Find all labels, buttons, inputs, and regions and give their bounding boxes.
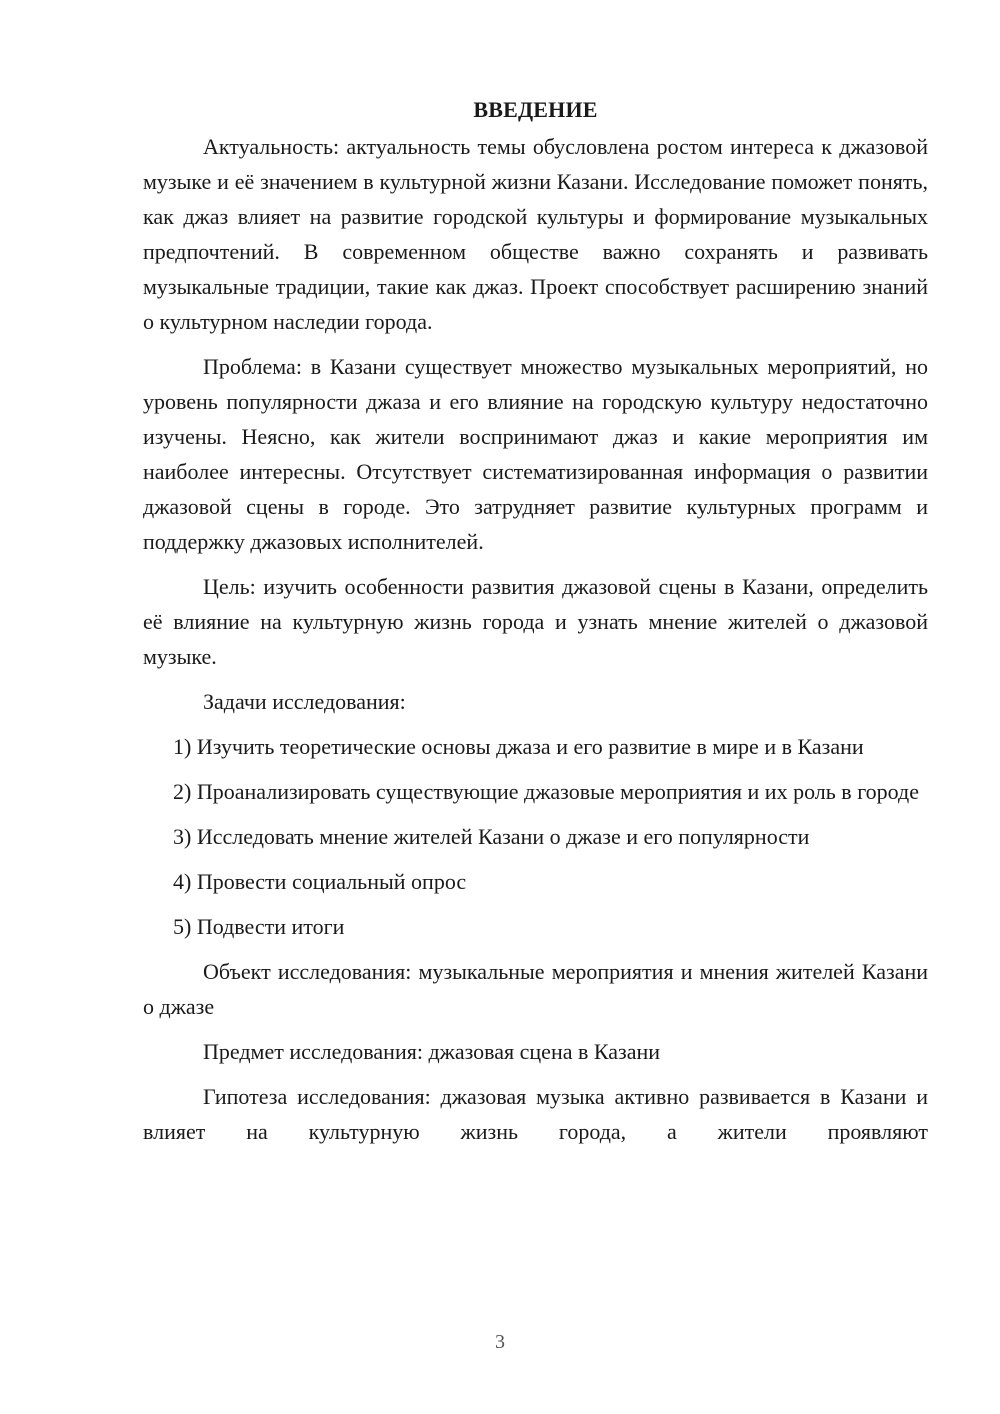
task-item-5: 5) Подвести итоги [173, 914, 345, 939]
task-item-3: 3) Исследовать мнение жителей Казани о джазе и его популярности [173, 824, 810, 849]
task-item-4: 4) Провести социальный опрос [173, 869, 467, 894]
page-number: 3 [495, 1331, 505, 1353]
page-title: ВВЕДЕНИЕ [473, 97, 598, 122]
tasks-heading: Задачи исследования: [203, 689, 406, 714]
hypothesis-paragraph: Гипотеза исследования: джазовая музыка активно развивается в Казани и влияет на культурную жизнь города, а жители проявляют [143, 1084, 928, 1144]
document-page [143, 92, 928, 1159]
goal-paragraph: Цель: изучить особенности развития джазовой сцены в Казани, определить её влияние на культурную жизнь города и узнать мнение жителей о джазовой музыке. [143, 574, 928, 669]
problem-paragraph: Проблема: в Казани существует множество музыкальных мероприятий, но уровень популярности джаза и его влияние на городскую культуру недостаточно изучены. Неясно, как жители воспринимают джаз и какие мероприятия им наиболее интересны. Отсутствует систематизированная информация о развитии джазовой сцены в городе. Это затрудняет развитие культурных программ и поддержку джазовых исполнителей. [143, 354, 928, 554]
task-item-2: 2) Проанализировать существующие джазовые мероприятия и их роль в городе [173, 779, 919, 804]
relevance-paragraph: Актуальность: актуальность темы обусловлена ростом интереса к джазовой музыке и её значением в культурной жизни Казани. Исследование поможет понять, как джаз влияет на развитие городской культуры и формирование музыкальных предпочтений. В современном обществе важно сохранять и развивать музыкальные традиции, такие как джаз. Проект способствует расширению знаний о культурном наследии города. [143, 134, 928, 334]
task-item-1: 1) Изучить теоретические основы джаза и его развитие в мире и в Казани [173, 734, 864, 759]
object-paragraph: Объект исследования: музыкальные мероприятия и мнения жителей Казани о джазе [143, 959, 928, 1019]
subject-paragraph: Предмет исследования: джазовая сцена в Казани [203, 1039, 661, 1064]
